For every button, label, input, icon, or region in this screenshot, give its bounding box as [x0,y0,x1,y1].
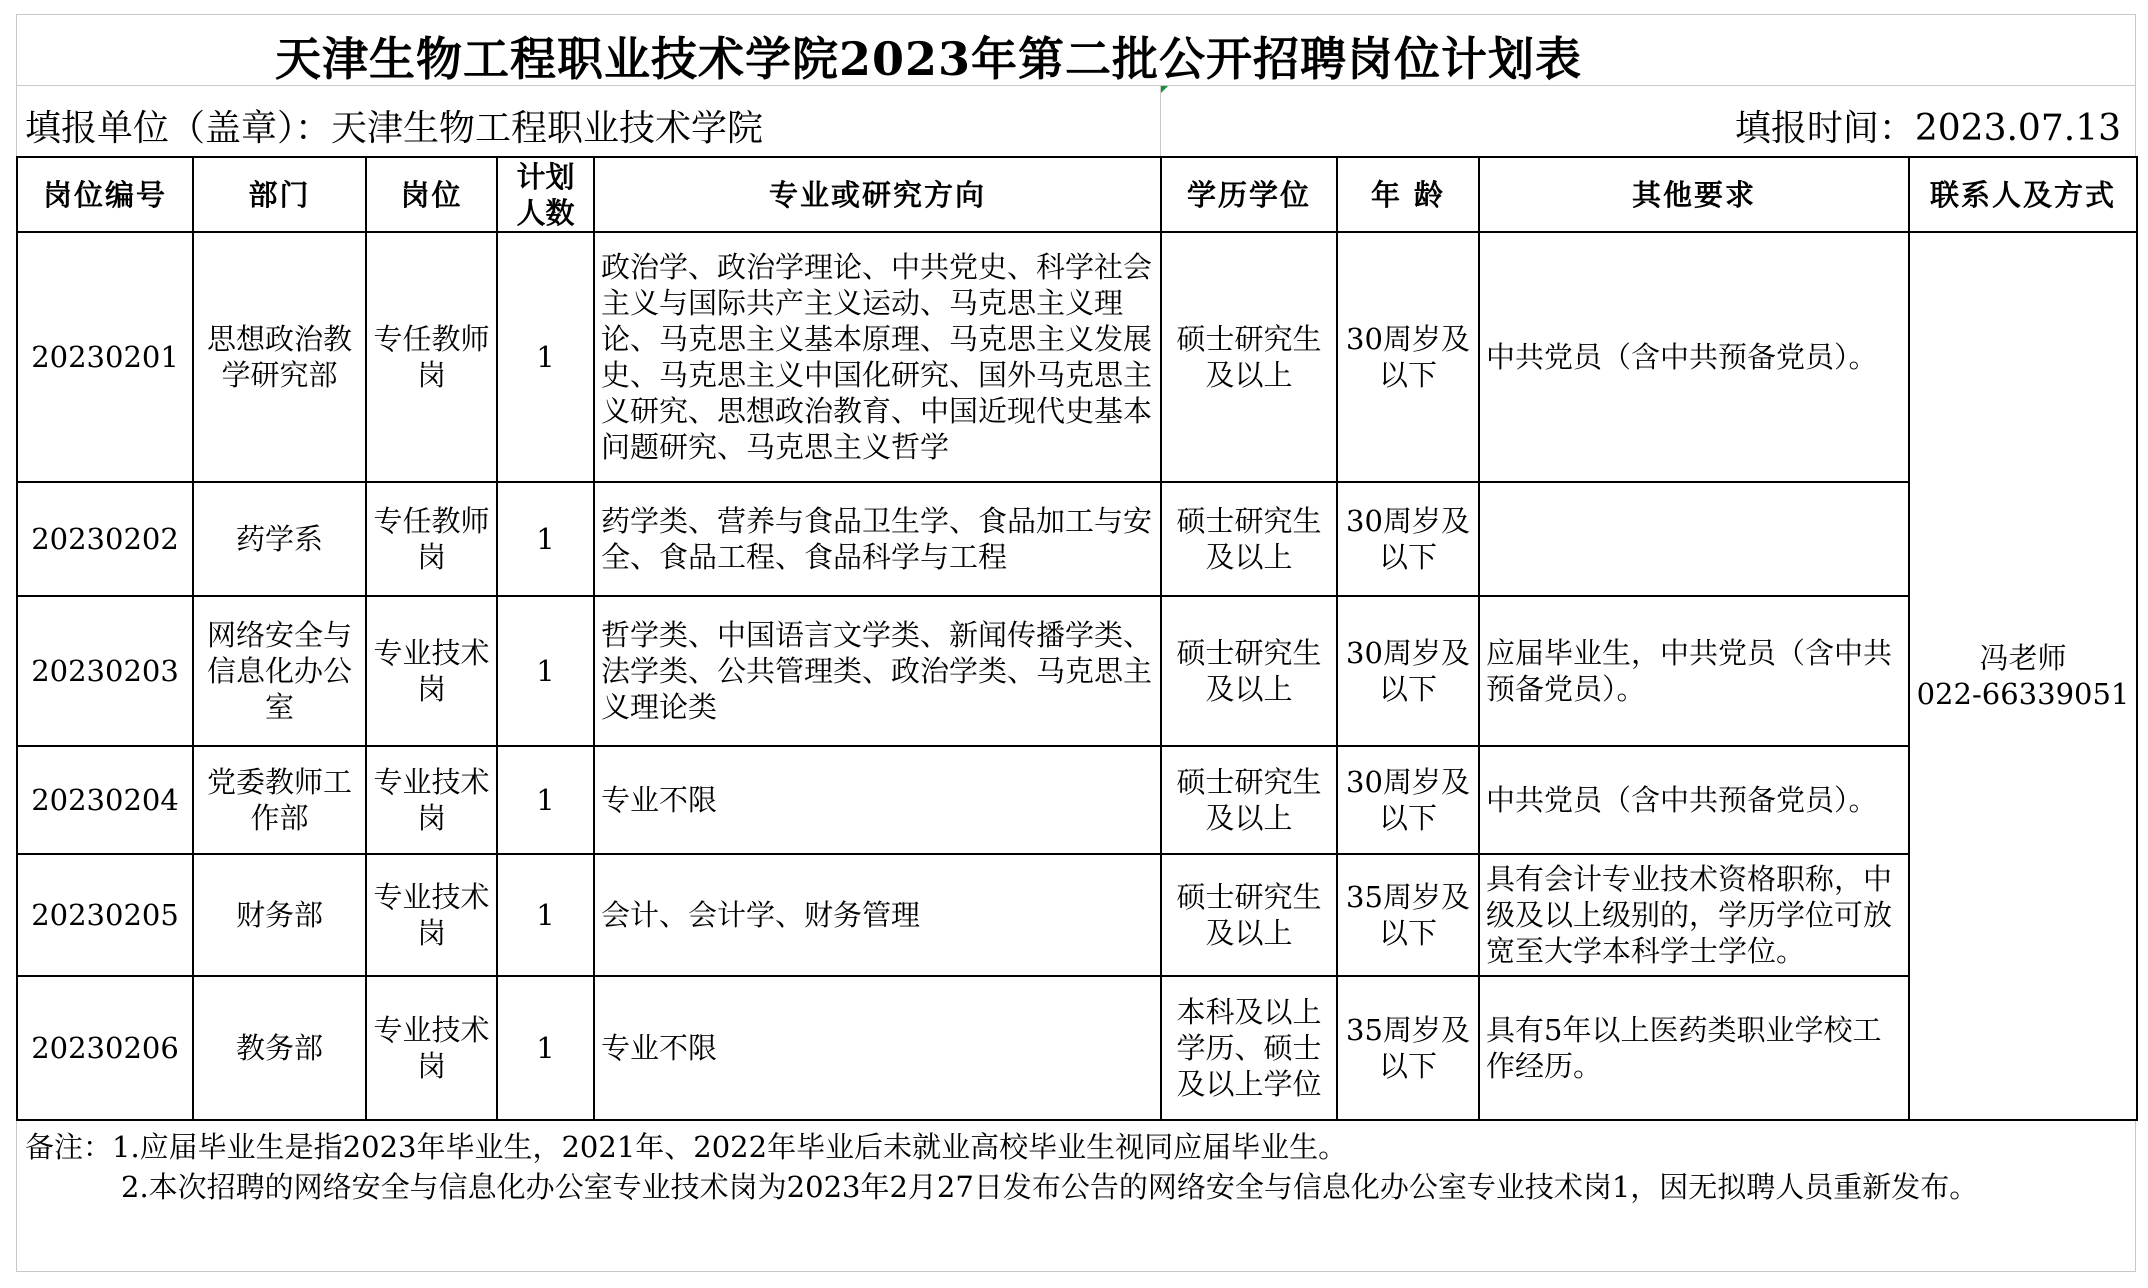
cell-major: 政治学、政治学理论、中共党史、科学社会主义与国际共产主义运动、马克思主义理论、马克思主义基本原理、马克思主义发展史、马克思主义中国化研究、国外马克思主义研究、思想政治教育、中国近现代史基本问题研究、马克思主义哲学 [594,232,1161,482]
cell-major: 专业不限 [594,746,1161,854]
cell-post: 专业技术岗 [366,596,497,746]
cell-code: 20230203 [17,596,193,746]
page-title: 天津生物工程职业技术学院2023年第二批公开招聘岗位计划表 [275,32,1583,86]
cell-post: 专业技术岗 [366,976,497,1120]
note-line-1: 备注：1.应届毕业生是指2023年毕业生，2021年、2022年毕业后未就业高校毕业生视同应届毕业生。 [25,1130,1348,1164]
cell-other [1479,482,1909,596]
reporting-unit: 填报单位（盖章）：天津生物工程职业技术学院 [25,108,764,149]
cell-other: 中共党员（含中共预备党员）。 [1479,746,1909,854]
cell-count: 1 [497,482,594,596]
cell-major: 药学类、营养与食品卫生学、食品加工与安全、食品工程、食品科学与工程 [594,482,1161,596]
header-row [17,157,2137,232]
cell-dept: 党委教师工作部 [193,746,366,854]
cell-major: 专业不限 [594,976,1161,1120]
cell-age: 30周岁及以下 [1337,482,1479,596]
cell-age: 35周岁及以下 [1337,854,1479,976]
cell-dept: 药学系 [193,482,366,596]
cell-degree: 硕士研究生及以上 [1161,746,1337,854]
spreadsheet [16,14,2136,1272]
info-row [16,85,2136,156]
header-post: 岗位 [366,157,497,232]
cell-degree: 本科及以上学历、硕士及以上学位 [1161,976,1337,1120]
table-row [17,232,2137,482]
cell-dept: 财务部 [193,854,366,976]
header-major: 专业或研究方向 [594,157,1161,232]
contact-name: 冯老师 [1979,641,2067,675]
cell-degree: 硕士研究生及以上 [1161,854,1337,976]
cell-age: 30周岁及以下 [1337,596,1479,746]
cell-major: 哲学类、中国语言文学类、新闻传播学类、法学类、公共管理类、政治学类、马克思主义理论类 [594,596,1161,746]
cell-age: 35周岁及以下 [1337,976,1479,1120]
cell-dept: 网络安全与信息化办公室 [193,596,366,746]
header-other: 其他要求 [1479,157,1909,232]
cell-divider [1160,86,1161,156]
cell-dept: 教务部 [193,976,366,1120]
cell-age: 30周岁及以下 [1337,232,1479,482]
cell-post: 专业技术岗 [366,854,497,976]
cell-other: 中共党员（含中共预备党员）。 [1479,232,1909,482]
table-row [17,596,2137,746]
cell-degree: 硕士研究生及以上 [1161,482,1337,596]
cell-code: 20230205 [17,854,193,976]
title-row [16,14,2136,85]
contact-phone: 022-66339051 [1916,677,2130,711]
cell-code: 20230202 [17,482,193,596]
header-dept: 部门 [193,157,366,232]
report-time: 填报时间：2023.07.13 [1734,108,2121,149]
cell-count: 1 [497,232,594,482]
cell-other: 具有会计专业技术资格职称，中级及以上级别的，学历学位可放宽至大学本科学士学位。 [1479,854,1909,976]
cell-code: 20230201 [17,232,193,482]
cell-post: 专业技术岗 [366,746,497,854]
cell-count: 1 [497,854,594,976]
table-row [17,854,2137,976]
table-row [17,976,2137,1120]
positions-table [16,156,2138,1121]
cell-degree: 硕士研究生及以上 [1161,232,1337,482]
header-degree: 学历学位 [1161,157,1337,232]
cell-other: 应届毕业生，中共党员（含中共预备党员）。 [1479,596,1909,746]
cell-major: 会计、会计学、财务管理 [594,854,1161,976]
note-line-2: 2.本次招聘的网络安全与信息化办公室专业技术岗为2023年2月27日发布公告的网络安全与信息化办公室专业技术岗1，因无拟聘人员重新发布。 [121,1170,1979,1204]
header-count: 计划人数 [497,157,594,232]
cell-dept: 思想政治教学研究部 [193,232,366,482]
cell-degree: 硕士研究生及以上 [1161,596,1337,746]
cell-count: 1 [497,596,594,746]
cell-age: 30周岁及以下 [1337,746,1479,854]
header-contact: 联系人及方式 [1909,157,2137,232]
header-code: 岗位编号 [17,157,193,232]
header-age: 年 龄 [1337,157,1479,232]
cell-post: 专任教师岗 [366,232,497,482]
cell-post: 专任教师岗 [366,482,497,596]
cell-other: 具有5年以上医药类职业学校工作经历。 [1479,976,1909,1120]
table-row [17,746,2137,854]
cell-count: 1 [497,976,594,1120]
notes [16,1121,2136,1272]
cell-contact [1909,232,2137,1120]
cell-count: 1 [497,746,594,854]
cell-code: 20230204 [17,746,193,854]
table-row [17,482,2137,596]
cell-code: 20230206 [17,976,193,1120]
